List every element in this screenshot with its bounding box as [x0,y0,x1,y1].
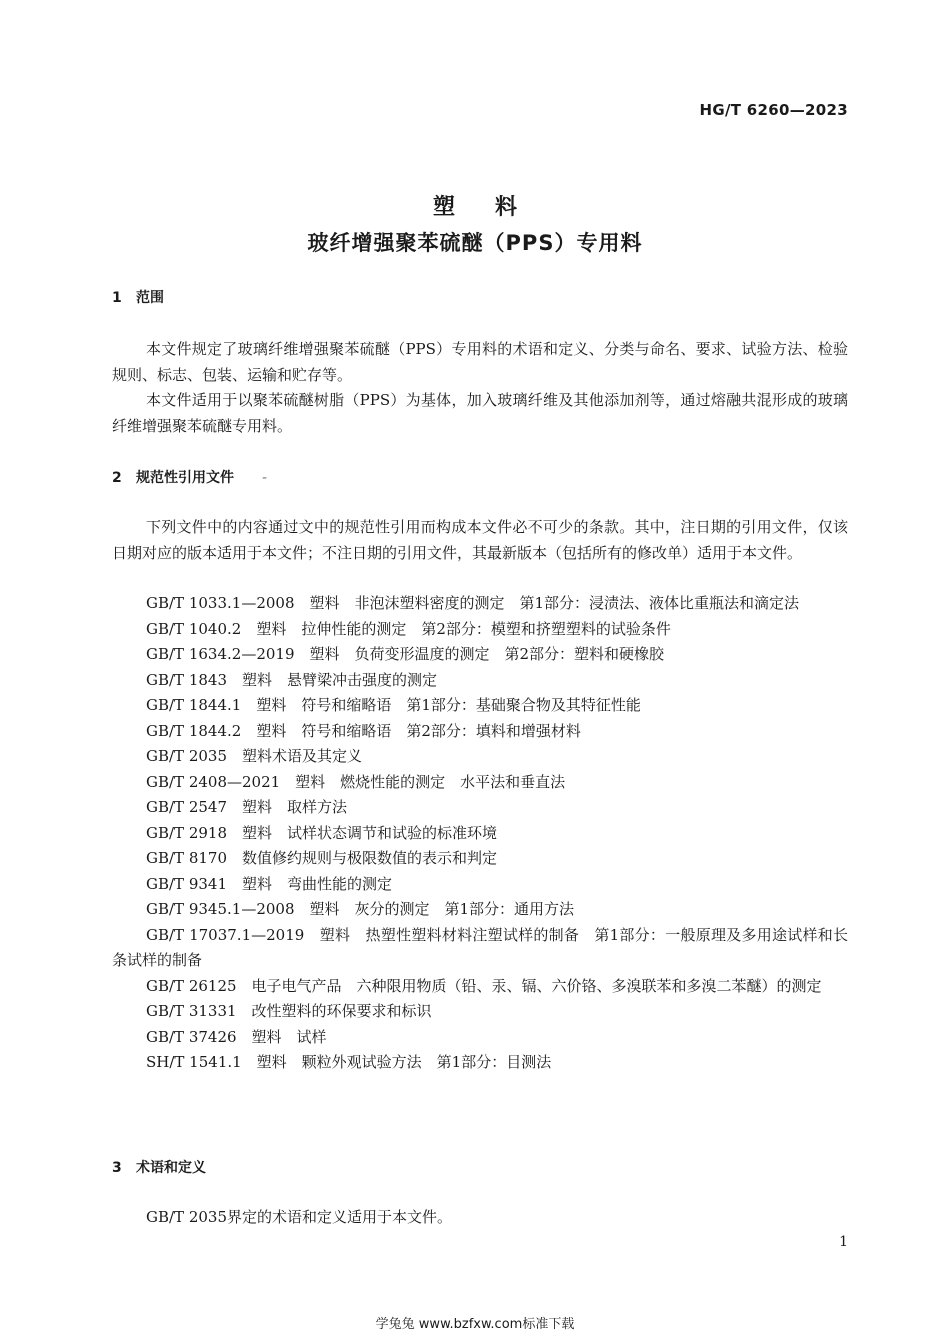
reference-item: GB/T 1040.2 塑料 拉伸性能的测定 第2部分：模塑和挤塑塑料的试验条件 [146,619,671,638]
reference-item: GB/T 2547 塑料 取样方法 [146,798,348,816]
scope-paragraph-2: 本文件适用于以聚苯硫醚树脂（PPS）为基体，加入玻璃纤维及其他添加剂等，通过熔融共混形成的玻璃纤维增强聚苯硫醚专用料。 [112,391,848,435]
watermark-footer: 学兔兔 www.bzfxw.com标准下载 [375,1317,575,1332]
document-title-line1: 塑料 [432,195,557,220]
reference-item: GB/T 1634.2—2019 塑料 负荷变形温度的测定 第2部分：塑料和硬橡胶 [146,645,665,663]
reference-item: GB/T 2035 塑料术语及其定义 [146,747,363,765]
reference-item: GB/T 2918 塑料 试样状态调节和试验的标准环境 [146,823,498,842]
stray-mark: - [262,470,268,486]
section-title: 范围 [136,290,164,306]
section-number: 2 [112,470,122,486]
reference-item: SH/T 1541.1 塑料 颗粒外观试验方法 第1部分：目测法 [146,1053,552,1071]
reference-item: GB/T 26125 电子电气产品 六种限用物质（铅、汞、镉、六价铬、多溴联苯和多溴二苯醚）的测定 [146,976,822,995]
terms-paragraph: GB/T 2035界定的术语和定义适用于本文件。 [146,1208,453,1226]
reference-item: GB/T 8170 数值修约规则与极限数值的表示和判定 [146,849,498,867]
reference-item: GB/T 2408—2021 塑料 燃烧性能的测定 水平法和垂直法 [146,772,566,791]
reference-list [112,591,848,1076]
page-number: 1 [839,1234,848,1250]
reference-item: GB/T 1844.1 塑料 符号和缩略语 第1部分：基础聚合物及其特征性能 [146,696,641,714]
normative-intro: 下列文件中的内容通过文中的规范性引用而构成本文件必不可少的条款。其中，注日期的引用文件，仅该日期对应的版本适用于本文件；不注日期的引用文件，其最新版本（包括所有的修改单）适用于本文件。 [112,518,848,562]
section-title: 规范性引用文件 [136,470,234,486]
reference-item: GB/T 31331 改性塑料的环保要求和标识 [146,1002,432,1020]
reference-item: GB/T 9345.1—2008 塑料 灰分的测定 第1部分：通用方法 [146,900,575,918]
reference-item: GB/T 9341 塑料 弯曲性能的测定 [146,874,393,893]
section-title: 术语和定义 [136,1160,206,1176]
reference-item: GB/T 17037.1—2019 塑料 热塑性塑料材料注塑试样的制备 第1部分：一般原理及多用途试样和长条试样的制备 [112,925,848,969]
standard-code: HG/T 6260—2023 [699,101,848,119]
document-title-line2: 玻纤增强聚苯硫醚（PPS）专用料 [307,231,643,255]
reference-item: GB/T 37426 塑料 试样 [146,1027,327,1046]
section-number: 3 [112,1160,122,1176]
reference-item: GB/T 1033.1—2008 塑料 非泡沫塑料密度的测定 第1部分：浸渍法、液体比重瓶法和滴定法 [146,594,800,612]
reference-item: GB/T 1844.2 塑料 符号和缩略语 第2部分：填料和增强材料 [146,721,581,740]
section-1-heading [112,287,164,307]
section-2-heading [112,467,267,487]
scope-paragraph-1: 本文件规定了玻璃纤维增强聚苯硫醚（PPS）专用料的术语和定义、分类与命名、要求、试验方法、检验规则、标志、包装、运输和贮存等。 [112,340,848,384]
section-3-heading [112,1157,206,1177]
section-number: 1 [112,290,122,306]
reference-item: GB/T 1843 塑料 悬臂梁冲击强度的测定 [146,670,438,689]
